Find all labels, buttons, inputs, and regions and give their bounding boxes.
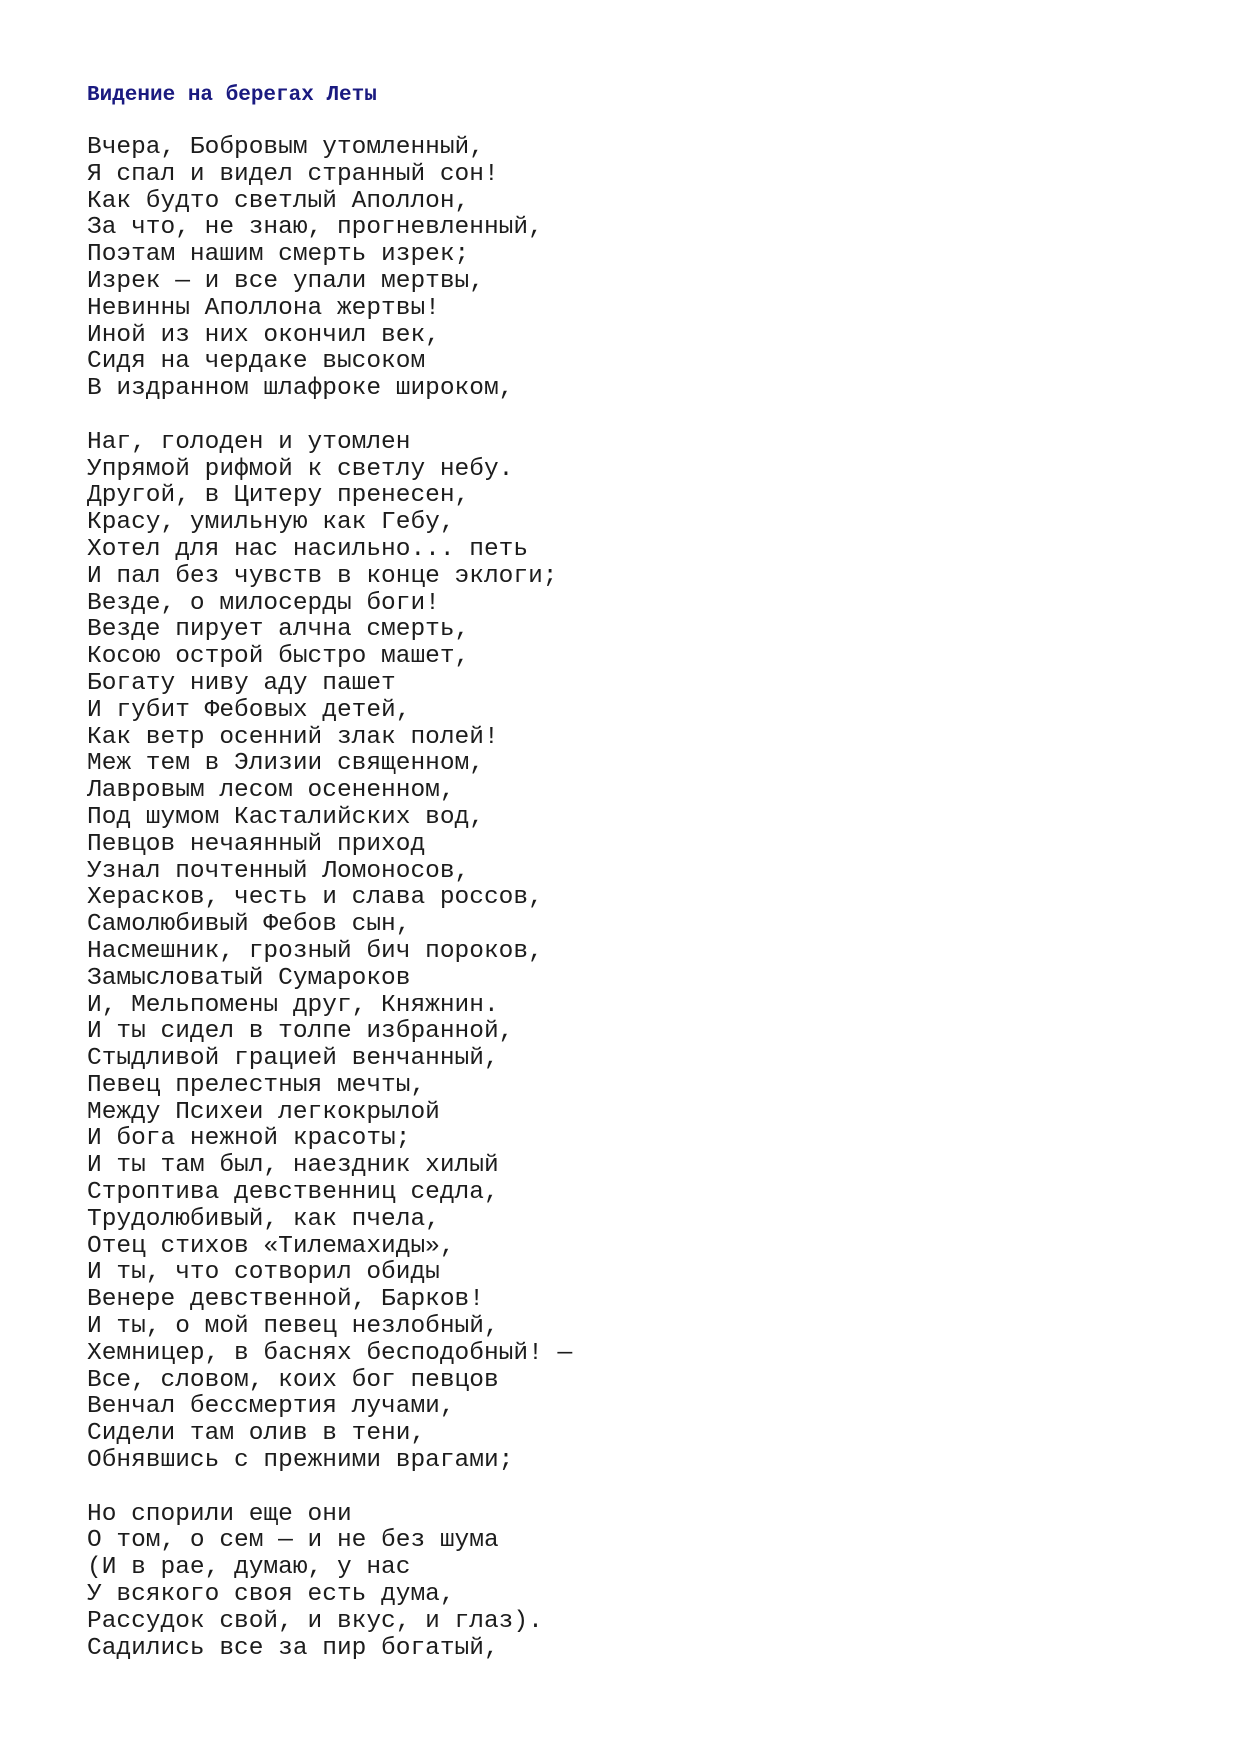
poem-line: Стыдливой грацией венчанный,	[87, 1045, 499, 1073]
poem-line: Я спал и видел странный сон!	[87, 160, 499, 188]
poem-line: Насмешник, грозный бич пороков,	[87, 937, 543, 965]
poem-line: Богату ниву аду пашет	[87, 669, 396, 697]
poem-line: Везде, о милосерды боги!	[87, 589, 440, 617]
poem-line: Поэтам нашим смерть изрек;	[87, 241, 470, 269]
poem-line: Сидели там олив в тени,	[87, 1420, 426, 1448]
poem-line: В издранном шлафроке широком,	[87, 375, 514, 403]
poem-line: Изрек — и все упали мертвы,	[87, 267, 484, 295]
poem-line: Певец прелестныя мечты,	[87, 1071, 426, 1099]
poem-line: Обнявшись с прежними врагами;	[87, 1447, 514, 1475]
poem-line: За что, не знаю, прогневленный,	[87, 214, 543, 242]
poem-line: Косою острой быстро машет,	[87, 643, 470, 671]
poem-line: Хотел для нас насильно... петь	[87, 535, 529, 563]
poem-line: Лавровым лесом осененном,	[87, 777, 455, 805]
poem-line: И, Мельпомены друг, Княжнин.	[87, 991, 499, 1019]
poem-line: Узнал почтенный Ломоносов,	[87, 857, 470, 885]
poem-line: Упрямой рифмой к светлу небу.	[87, 455, 514, 483]
poem-line: Певцов нечаянный приход	[87, 830, 426, 858]
poem-line: Невинны Аполлона жертвы!	[87, 294, 440, 322]
poem-line: Венере девственной, Барков!	[87, 1286, 484, 1314]
poem-line: Другой, в Цитеру пренесен,	[87, 482, 470, 510]
poem-line: Но спорили еще они	[87, 1500, 352, 1528]
document-page	[87, 82, 1187, 1689]
poem-line: Рассудок свой, и вкус, и глаз).	[87, 1607, 543, 1635]
poem-line: И бога нежной красоты;	[87, 1125, 411, 1153]
poem-line: Хемницер, в баснях бесподобный! —	[87, 1339, 573, 1367]
poem-line: Трудолюбивый, как пчела,	[87, 1205, 440, 1233]
poem-line: Строптива девственниц седла,	[87, 1179, 499, 1207]
poem-line: Замысловатый Сумароков	[87, 964, 411, 992]
poem-line: Между Психеи легкокрылой	[87, 1098, 440, 1126]
poem-line: О том, о сем — и не без шума	[87, 1527, 499, 1555]
poem-line: Садились все за пир богатый,	[87, 1634, 499, 1662]
poem-line: И пал без чувств в конце эклоги;	[87, 562, 558, 590]
poem-line: Отец стихов «Тилемахиды»,	[87, 1232, 455, 1260]
poem-line: Венчал бессмертия лучами,	[87, 1393, 455, 1421]
poem-line: Самолюбивый Фебов сын,	[87, 911, 411, 939]
poem-line: Как ветр осенний злак полей!	[87, 723, 499, 751]
poem-line: (И в рае, думаю, у нас	[87, 1554, 411, 1582]
poem-line: И ты, о мой певец незлобный,	[87, 1313, 499, 1341]
poem-line: Наг, голоден и утомлен	[87, 428, 411, 456]
poem-line: И ты сидел в толпе избранной,	[87, 1018, 514, 1046]
poem-line: У всякого своя есть дума,	[87, 1581, 455, 1609]
poem-line: И губит Фебовых детей,	[87, 696, 411, 724]
poem-line: Как будто светлый Аполлон,	[87, 187, 470, 215]
poem-line: Везде пирует алчна смерть,	[87, 616, 470, 644]
poem-line: Красу, умильную как Гебу,	[87, 509, 455, 537]
poem-line: Все, словом, коих бог певцов	[87, 1366, 499, 1394]
poem-line: И ты, что сотворил обиды	[87, 1259, 440, 1287]
poem-line: Херасков, честь и слава россов,	[87, 884, 543, 912]
poem-title: Видение на берегах Леты	[87, 84, 377, 107]
poem-body	[87, 135, 1187, 1662]
poem-stanza	[87, 430, 1187, 1475]
poem-stanza	[87, 135, 1187, 403]
poem-stanza	[87, 1502, 1187, 1663]
poem-line: Иной из них окончил век,	[87, 321, 440, 349]
poem-line: Вчера, Бобровым утомленный,	[87, 134, 484, 161]
poem-line: И ты там был, наездник хилый	[87, 1152, 499, 1180]
poem-line: Меж тем в Элизии священном,	[87, 750, 484, 778]
poem-line: Под шумом Касталийских вод,	[87, 803, 484, 831]
poem-line: Сидя на чердаке высоком	[87, 348, 426, 376]
